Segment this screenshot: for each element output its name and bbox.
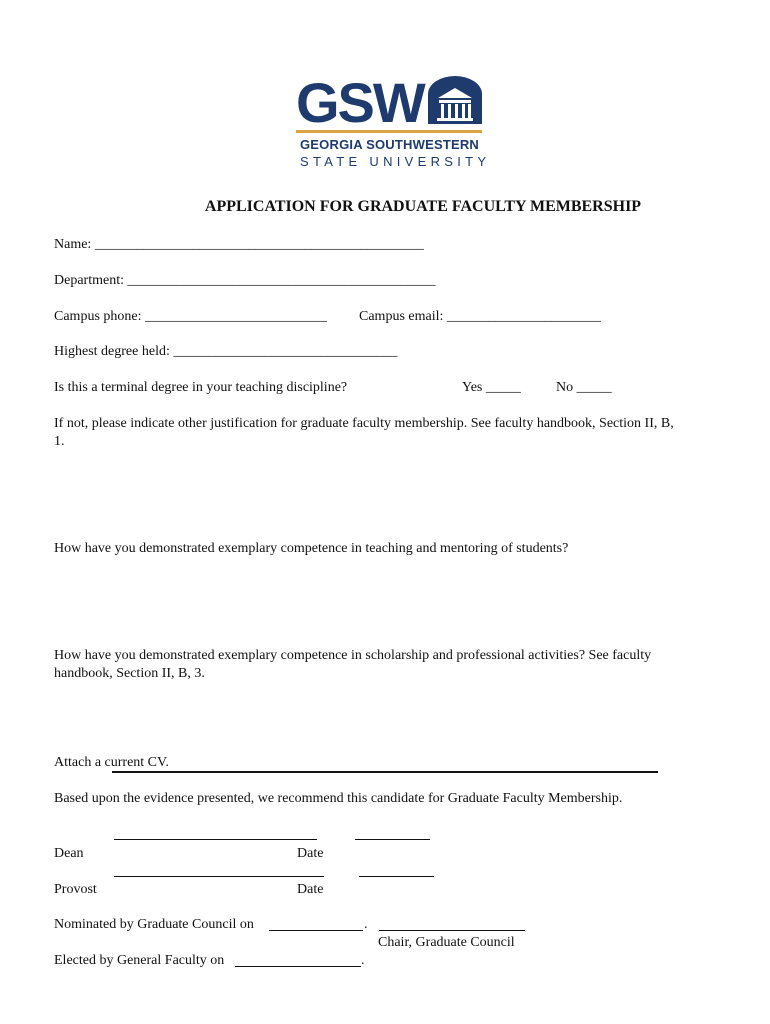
- provost-label: Provost: [54, 882, 97, 897]
- campus-email-field[interactable]: Campus email: ______________________: [359, 309, 601, 324]
- logo-divider: [296, 130, 482, 133]
- provost-date-label: Date: [297, 882, 324, 897]
- name-field[interactable]: Name: _______________________________________________: [54, 237, 424, 252]
- cv-rule: [112, 771, 658, 773]
- form-title: APPLICATION FOR GRADUATE FACULTY MEMBERSHIP: [204, 198, 642, 215]
- nominated-label: Nominated by Graduate Council on: [54, 917, 254, 932]
- teaching-question: How have you demonstrated exemplary competence in teaching and mentoring of students?: [54, 541, 569, 556]
- attach-cv-label: Attach a current CV.: [54, 755, 169, 770]
- department-field[interactable]: Department: ____________________________________________: [54, 273, 436, 288]
- dean-label: Dean: [54, 846, 84, 861]
- building-icon: [428, 76, 482, 124]
- svg-text:GSW: GSW: [296, 72, 424, 130]
- gsw-logo: [296, 72, 491, 172]
- dean-date-line[interactable]: [355, 839, 430, 840]
- terminal-yes-field[interactable]: Yes _____: [462, 380, 521, 395]
- gsw-wordmark-icon: [296, 72, 482, 130]
- provost-signature-line[interactable]: [114, 876, 324, 877]
- terminal-no-field[interactable]: No _____: [556, 380, 612, 395]
- scholarship-question-line-1: How have you demonstrated exemplary competence in scholarship and professional activities? See faculty: [54, 648, 652, 663]
- justification-question-line-2: 1.: [54, 434, 65, 449]
- nominated-period: .: [364, 917, 368, 932]
- nominated-date-line[interactable]: [269, 930, 363, 931]
- chair-signature-line[interactable]: [379, 930, 525, 931]
- justification-question-line-1: If not, please indicate other justification for graduate faculty membership. See faculty handbook, Section II, B,: [54, 416, 674, 431]
- elected-label: Elected by General Faculty on: [54, 953, 225, 968]
- logo-line-1: GEORGIA SOUTHWESTERN: [300, 137, 480, 152]
- provost-date-line[interactable]: [359, 876, 434, 877]
- campus-phone-field[interactable]: Campus phone: __________________________: [54, 309, 327, 324]
- dean-signature-line[interactable]: [114, 839, 317, 840]
- highest-degree-field[interactable]: Highest degree held: ________________________________: [54, 344, 398, 359]
- elected-date-line[interactable]: [235, 966, 361, 967]
- logo-line-2: STATE UNIVERSITY: [300, 154, 491, 169]
- elected-period: .: [361, 953, 365, 968]
- recommendation-text: Based upon the evidence presented, we recommend this candidate for Graduate Faculty Membership.: [54, 791, 623, 806]
- chair-label: Chair, Graduate Council: [378, 935, 515, 950]
- dean-date-label: Date: [297, 846, 324, 861]
- scholarship-question-line-2: handbook, Section II, B, 3.: [54, 666, 205, 681]
- terminal-degree-question: Is this a terminal degree in your teaching discipline?: [54, 380, 348, 395]
